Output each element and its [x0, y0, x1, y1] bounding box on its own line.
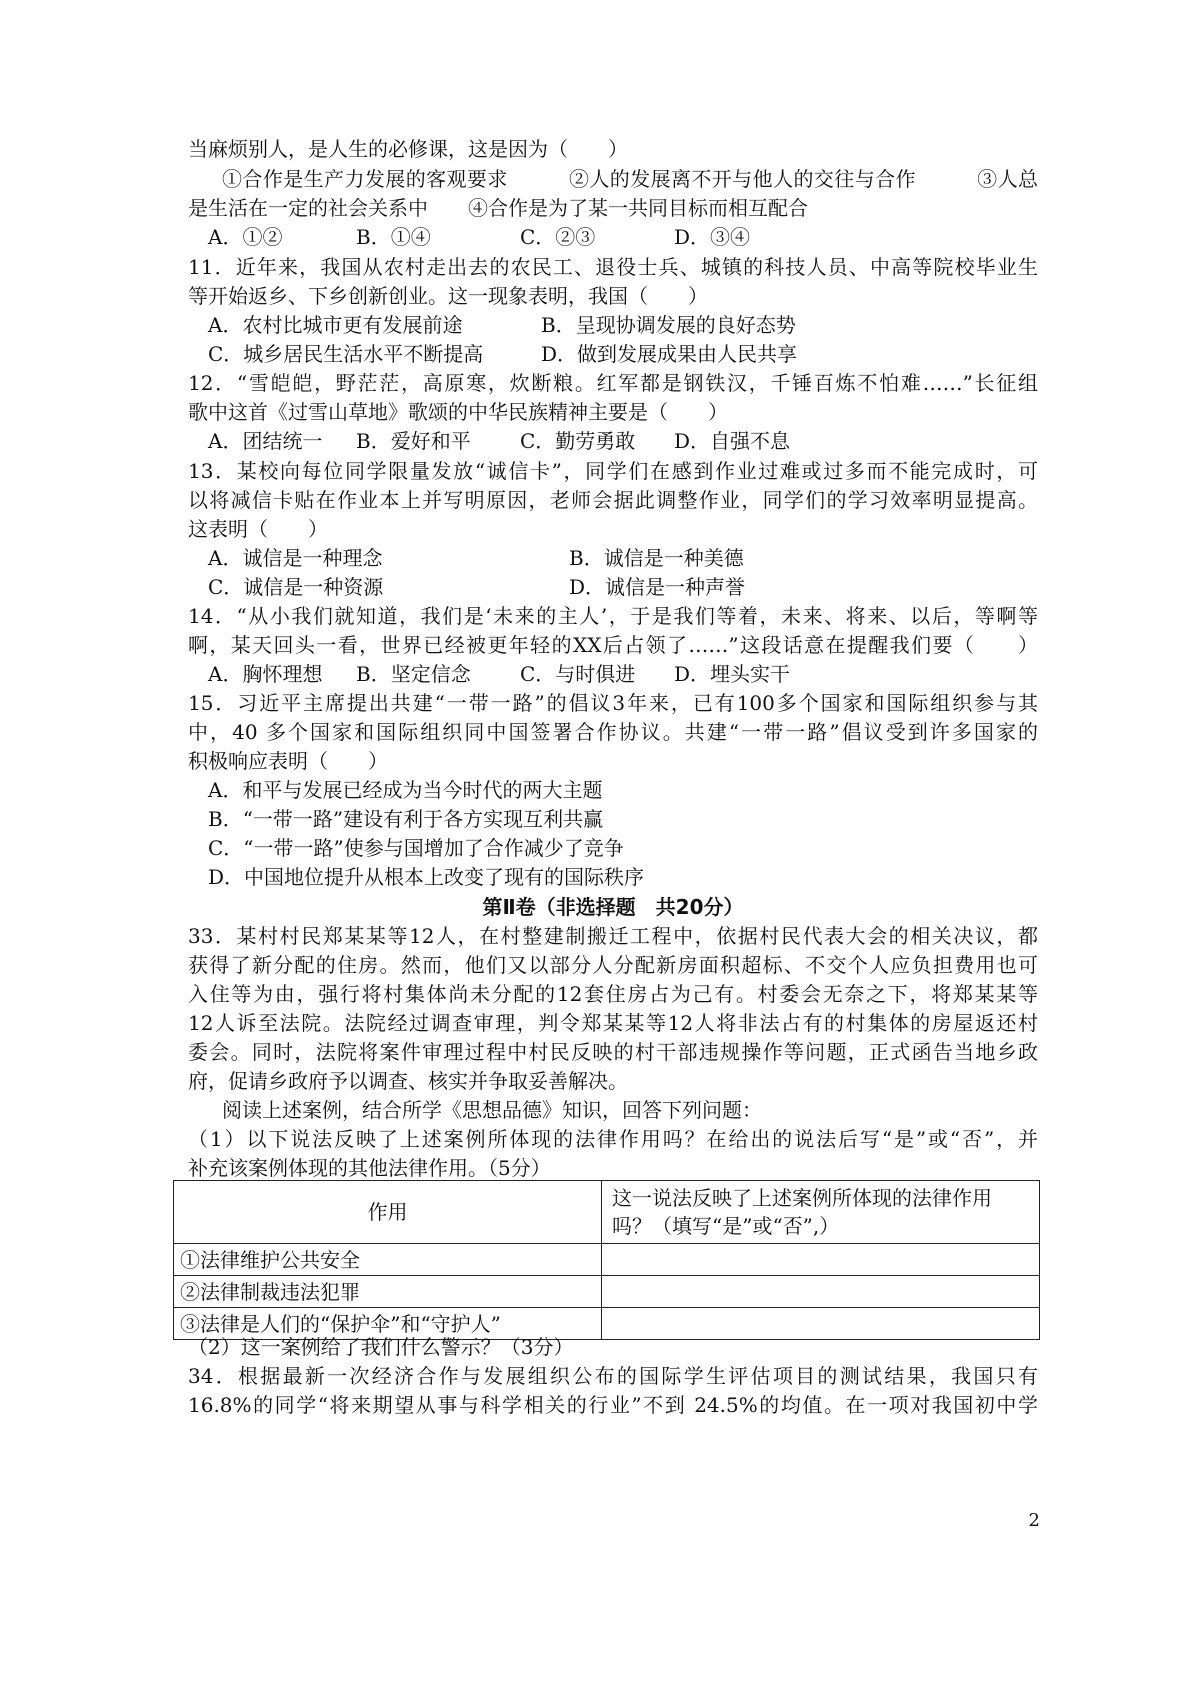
q15-option-c: C．“一带一路”使参与国增加了合作减少了竞争 — [208, 836, 624, 860]
q13-options-row2 — [188, 573, 1038, 603]
q11-options-row2 — [188, 340, 1038, 370]
q14-line1: 14．“从小我们就知道，我们是‘未来的主人’，于是我们等着，未来、将来、以后，等啊等 — [188, 604, 1038, 628]
q12-option-d: D．自强不息 — [674, 429, 791, 453]
q12-options — [188, 427, 1038, 457]
q12-option-c: C．勤劳勇敢 — [520, 429, 636, 453]
q11-line1: 11．近年来，我国从农村走出去的农民工、退役士兵、城镇的科技人员、中高等院校毕业生 — [188, 255, 1038, 279]
q11-options-row1 — [188, 311, 1038, 341]
table-header-function: 作用 — [174, 1181, 602, 1244]
q12-option-a: A．团结统一 — [208, 429, 323, 453]
q13-options-row1 — [188, 544, 1038, 574]
q33-line5: 委会。同时，法院将案件审理过程中村民反映的村干部违规操作等问题，正式函告当地乡政 — [188, 1040, 1038, 1064]
q33-line1: 33．某村村民郑某某等12人，在村整建制搬迁工程中，依据村民代表大会的相关决议，都 — [188, 924, 1038, 948]
q33-line2: 获得了新分配的住房。然而，他们又以部分人分配新房面积超标、不交个人应负担费用也可 — [188, 953, 1038, 977]
q13-option-c: C．诚信是一种资源 — [208, 575, 384, 599]
q11-line2: 等开始返乡、下乡创新创业。这一现象表明，我国（ ） — [188, 284, 708, 308]
q10-options — [188, 223, 1038, 253]
q11-option-c: C．城乡居民生活水平不断提高 — [208, 342, 484, 366]
q33-sub1-line1: （1）以下说法反映了上述案例所体现的法律作用吗？在给出的说法后写“是”或“否”，并 — [188, 1127, 1038, 1151]
law-function-table — [173, 1180, 1040, 1340]
section-title: 第Ⅱ卷（非选择题 共20分） — [482, 895, 744, 919]
q15-option-b: B．“一带一路”建设有利于各方实现互利共赢 — [208, 807, 604, 831]
q10-option-d: D．③④ — [674, 225, 751, 249]
q34-line1: 34．根据最新一次经济合作与发展组织公布的国际学生评估项目的测试结果，我国只有 — [188, 1364, 1038, 1388]
q11-option-b: B．呈现协调发展的良好态势 — [541, 313, 796, 337]
q14-option-a: A．胸怀理想 — [208, 662, 323, 686]
table-header-answer — [602, 1181, 1040, 1244]
q14-options — [188, 660, 1038, 690]
q33-line3: 入住等为由，强行将村集体尚未分配的12套住房占为己有。村委会无奈之下，将郑某某等 — [188, 982, 1038, 1006]
table-row-function: ③法律是人们的“保护伞”和“守护人” — [174, 1308, 602, 1340]
table-row — [174, 1244, 1040, 1276]
q11-option-a: A．农村比城市更有发展前途 — [208, 313, 463, 337]
q13-line2: 以将减信卡贴在作业本上并写明原因，老师会据此调整作业，同学们的学习效率明显提高。 — [188, 488, 1038, 512]
q33-sub1-line2: 补充该案例体现的其他法律作用。（5分） — [188, 1156, 551, 1180]
q12-line2: 歌中这首《过雪山草地》歌颂的中华民族精神主要是（ ） — [188, 400, 728, 424]
q10-option-b: B．①④ — [356, 225, 431, 249]
q13-option-b: B．诚信是一种美德 — [569, 546, 744, 570]
table-row-function: ①法律维护公共安全 — [174, 1244, 602, 1276]
table-header-answer-line1: 这一说法反映了上述案例所体现的法律作用 — [612, 1186, 992, 1210]
q14-line2: 啊，某天回头一看，世界已经被更年轻的XX后占领了……”这段话意在提醒我们要（ ） — [188, 633, 1038, 657]
table-header-row — [174, 1181, 1040, 1244]
q10-line2: ①合作是生产力发展的客观要求 ②人的发展离不开与他人的交往与合作 ③人总 — [222, 167, 1038, 191]
q10-option-c: C．②③ — [520, 225, 596, 249]
q10-line1: 当麻烦别人，是人生的必修课，这是因为（ ） — [188, 137, 628, 161]
q10-option-a: A．①② — [208, 225, 283, 249]
q14-option-b: B．坚定信念 — [356, 662, 471, 686]
q11-option-d: D．做到发展成果由人民共享 — [541, 342, 798, 366]
q13-option-d: D．诚信是一种声誉 — [569, 575, 746, 599]
q15-line1: 15．习近平主席提出共建“一带一路”的倡议3年来，已有100多个国家和国际组织参与其 — [188, 691, 1038, 715]
q33-line6: 府，促请乡政府予以调查、核实并争取妥善解决。 — [188, 1069, 628, 1093]
table-answer-cell[interactable] — [602, 1244, 1040, 1276]
page-number: 2 — [1028, 1510, 1040, 1531]
q13-option-a: A．诚信是一种理念 — [208, 546, 383, 570]
q15-line3: 积极响应表明（ ） — [188, 749, 388, 773]
q12-option-b: B．爱好和平 — [356, 429, 471, 453]
q14-option-d: D．埋头实干 — [674, 662, 791, 686]
table-answer-cell[interactable] — [602, 1276, 1040, 1308]
table-row — [174, 1276, 1040, 1308]
q15-line2: 中，40 多个国家和国际组织同中国签署合作协议。共建“一带一路”倡议受到许多国家的 — [188, 720, 1038, 744]
q13-line1: 13．某校向每位同学限量发放“诚信卡”，同学们在感到作业过难或过多而不能完成时，可 — [188, 459, 1038, 483]
q12-line1: 12．“雪皑皑，野茫茫，高原寒，炊断粮。红军都是钢铁汉，千锤百炼不怕难……”长征组 — [188, 371, 1038, 395]
table-header-answer-line2: 吗？（填写“是”或“否”,） — [612, 1214, 840, 1238]
q33-instruction: 阅读上述案例，结合所学《思想品德》知识，回答下列问题： — [222, 1098, 762, 1122]
q15-option-a: A．和平与发展已经成为当今时代的两大主题 — [208, 778, 603, 802]
q33-sub2: （2）这一案例给了我们什么警示？（3分） — [188, 1335, 574, 1359]
q33-line4: 12人诉至法院。法院经过调查审理，判令郑某某等12人将非法占有的村集体的房屋返还村 — [188, 1011, 1038, 1035]
q13-line3: 这表明（ ） — [188, 517, 328, 541]
q15-option-d: D．中国地位提升从根本上改变了现有的国际秩序 — [208, 865, 645, 889]
q10-line3: 是生活在一定的社会关系中 ④合作是为了某一共同目标而相互配合 — [188, 196, 808, 220]
q34-line2: 16.8%的同学“将来期望从事与科学相关的行业”不到 24.5%的均值。在一项对我国初中学 — [188, 1393, 1038, 1417]
q14-option-c: C．与时俱进 — [520, 662, 636, 686]
table-row-function: ②法律制裁违法犯罪 — [174, 1276, 602, 1308]
